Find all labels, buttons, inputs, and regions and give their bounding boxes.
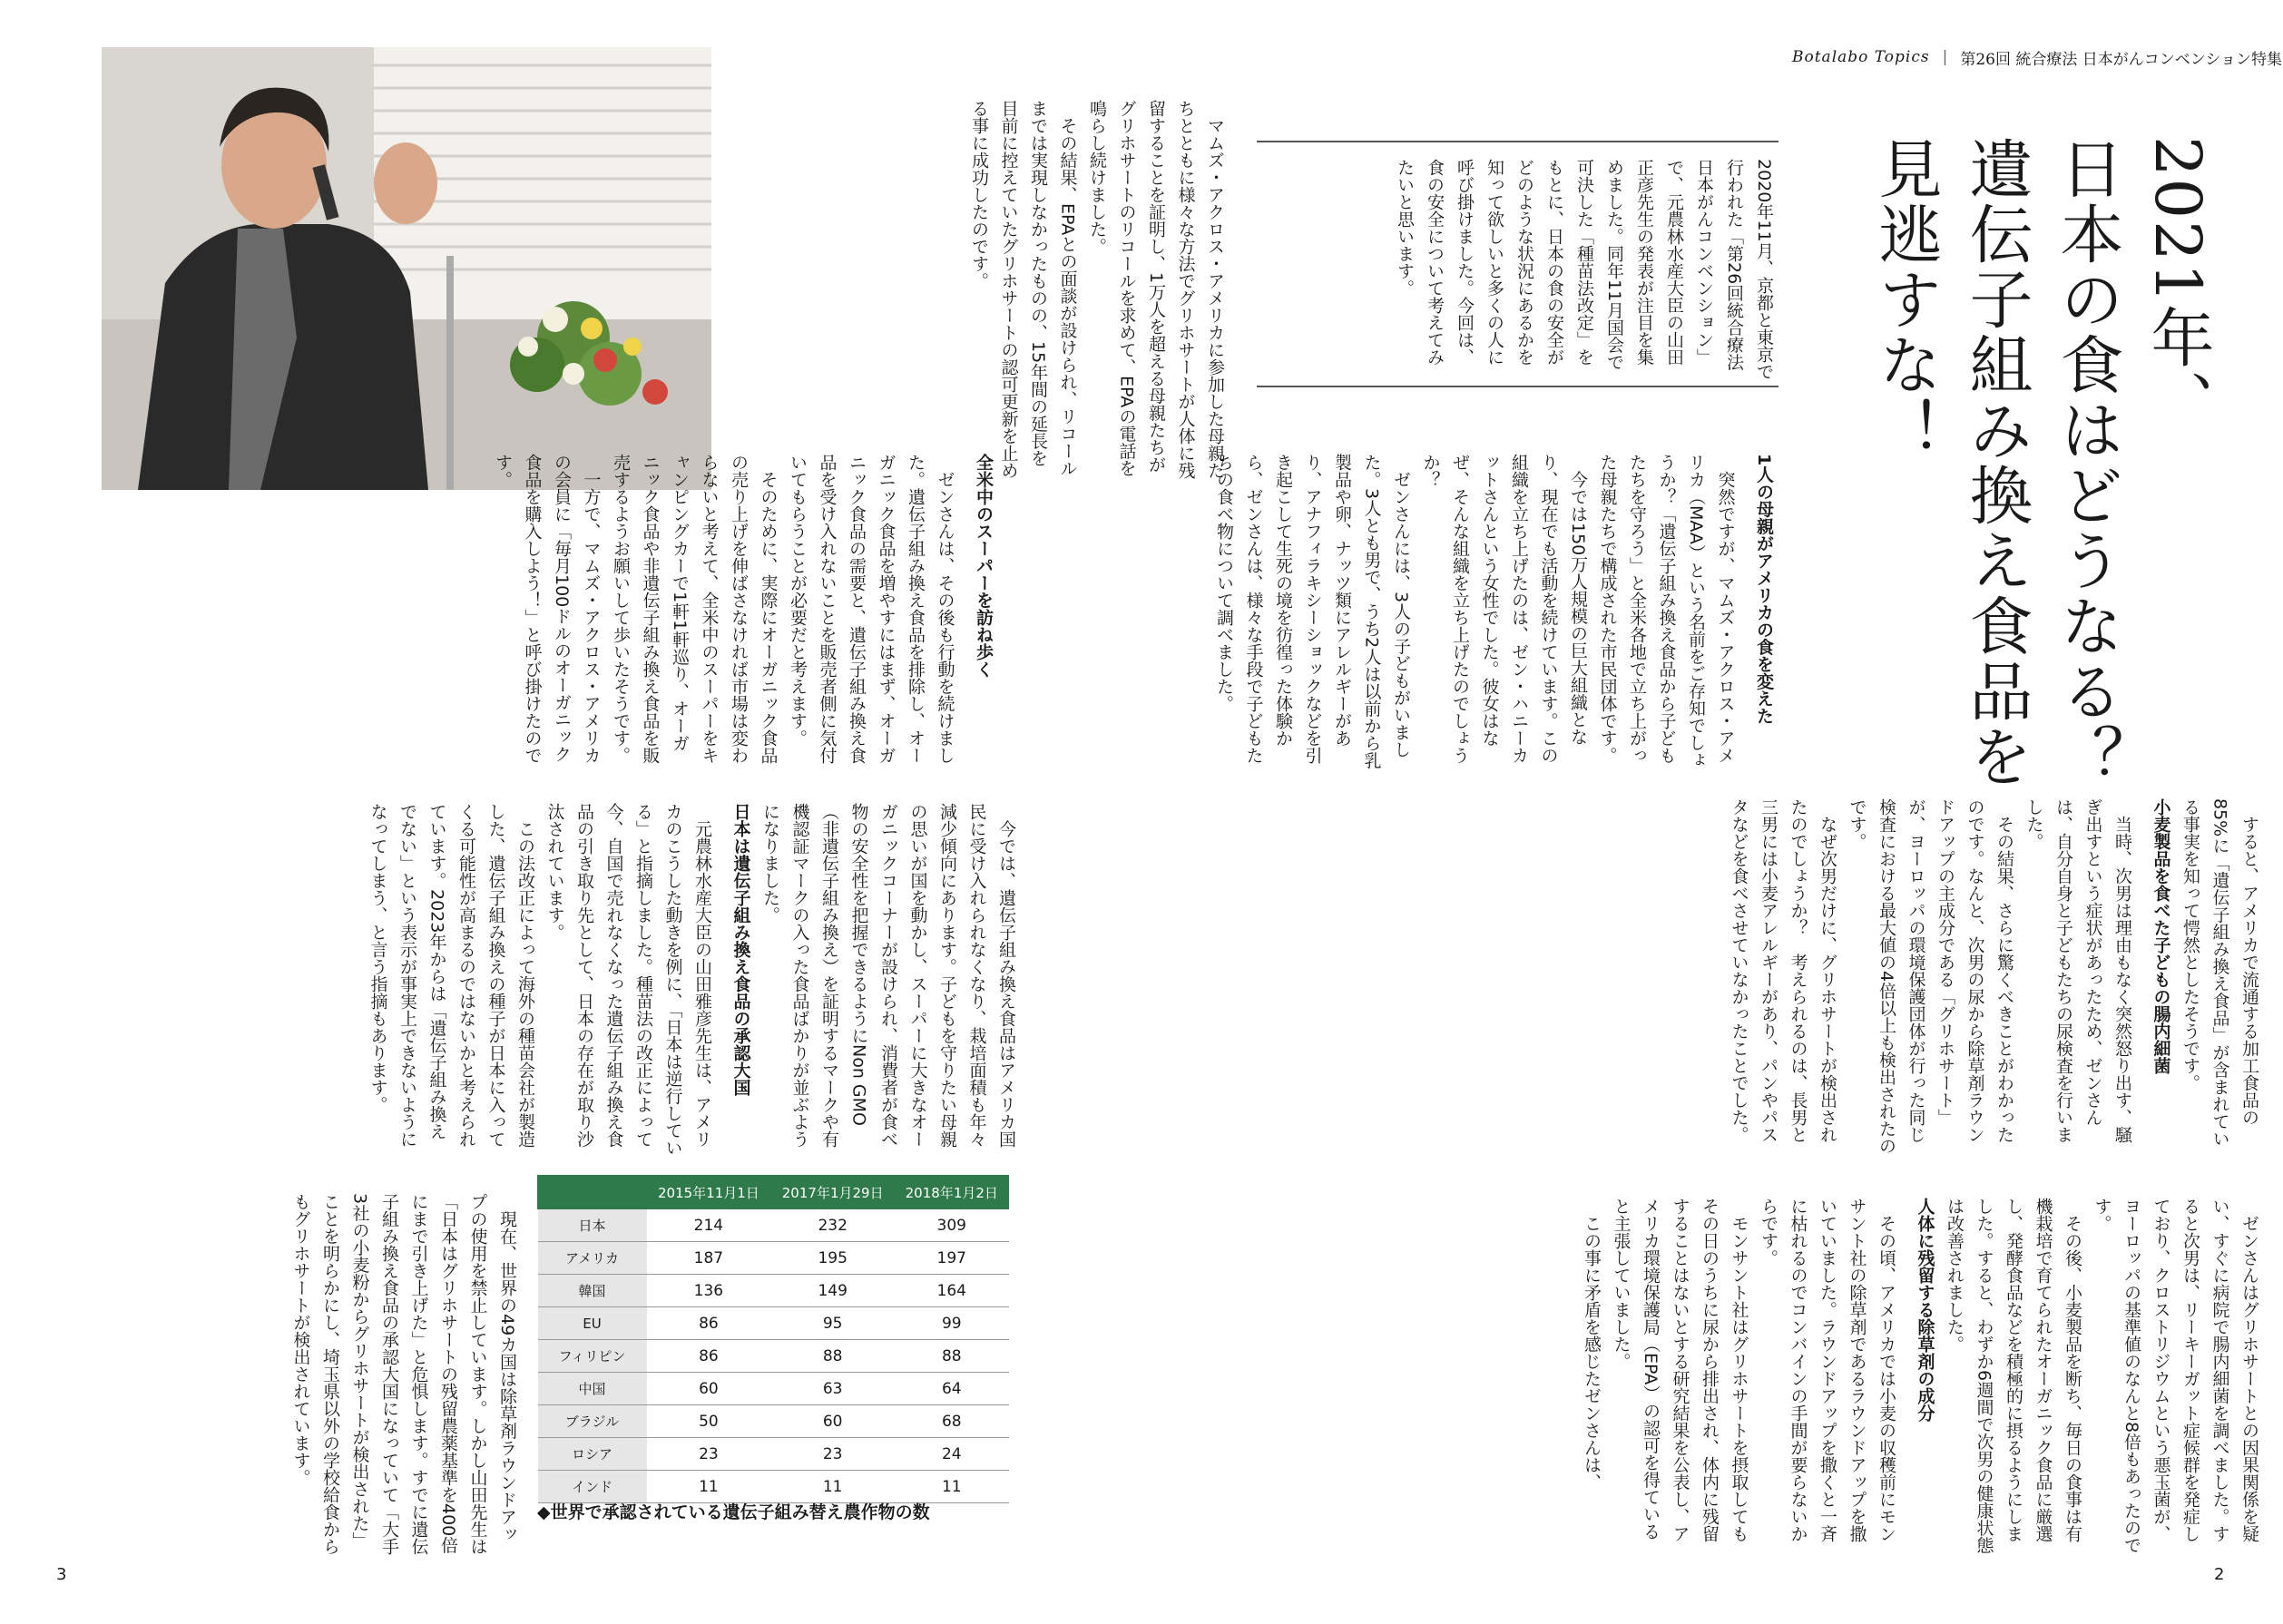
title-line-1: 2021年、 bbox=[2141, 136, 2215, 436]
paragraph: その結果、さらに驚くべきことがわかったのです。なんと、次男の尿から除草剤ラウンドアップの主成分である「グリホサート」が、ヨーロッパの環境保護団体が行った同じ検査における最大値の4倍以上も検出されたのです。 bbox=[1847, 798, 2014, 1155]
table-cell: 11 bbox=[895, 1471, 1008, 1503]
paragraph: 一方で、マムズ・アクロス・アメリカの会員に「毎月100ドルのオーガニック食品を購入しよう！」と呼び掛けたのです。 bbox=[493, 454, 602, 764]
table-cell-country: アメリカ bbox=[538, 1242, 647, 1275]
table-cell: 64 bbox=[895, 1373, 1008, 1405]
table-cell-country: 韓国 bbox=[538, 1275, 647, 1307]
title-line-2: 日本の食はどうなる？ bbox=[2050, 136, 2124, 789]
table-header-row bbox=[538, 1176, 1009, 1209]
left-page-column-top-right bbox=[726, 100, 1230, 481]
table-row bbox=[538, 1242, 1009, 1275]
table-cell-country: EU bbox=[538, 1307, 647, 1340]
paragraph: すると、アメリカで流通する加工食品の85%に「遺伝子組み換え食品」が含まれている事実を知って愕然としたそうです。 bbox=[2180, 798, 2259, 1148]
table-header-cell: 2017年1月29日 bbox=[770, 1176, 895, 1209]
table-cell: 214 bbox=[647, 1209, 771, 1242]
title-line-4: 見逃すな！ bbox=[1868, 136, 1943, 463]
table-cell: 60 bbox=[770, 1405, 895, 1438]
paragraph: この事に矛盾を感じたゼンさんは、 bbox=[1582, 1215, 1602, 1491]
table-cell-country: 日本 bbox=[538, 1209, 647, 1242]
table-cell: 195 bbox=[770, 1242, 895, 1275]
table-row bbox=[538, 1307, 1009, 1340]
paragraph: ゼンさんはグリホサートとの因果関係を疑い、すぐに病院で腸内細菌を調べました。すると次男は、リーキーガット症候群を発症しており、クロストリジウムという悪玉菌が、ヨーロッパの基準値のなんと8倍もあったのです。 bbox=[2092, 1198, 2259, 1554]
paragraph: マムズ・アクロス・アメリカに参加した母親たちとともに様々な方法でグリホサートが人体に残留することを証明し、1万人を超える母親たちがグリホサートのリコールを求めて、EPAの電話を鳴らし続けました。 bbox=[1087, 100, 1225, 479]
lead-paragraph: 2020年11月、京都と東京で行われた「第26回統合療法日本がんコンベンション」で、元農林水産大臣の山田正彦先生の発表が注目を集めました。同年11月国会で可決した「種苗法改定」をもとに、日本の食の安全がどのような状況にあるかを知って欲しいと多くの人に呼び掛けました。今回は、食の安全について考えてみたいと思います。 bbox=[1395, 159, 1774, 380]
page-number-right: 2 bbox=[2214, 1565, 2225, 1584]
paragraph: その結果、EPAとの面談が設けられ、リコールまでは実現しなかったものの、15年間の延長を目前に控えていたグリホサートの認可更新を止める事に成功したのです。 bbox=[969, 100, 1078, 479]
table-cell: 60 bbox=[647, 1373, 771, 1405]
table-cell: 232 bbox=[770, 1209, 895, 1242]
table-cell-country: 中国 bbox=[538, 1373, 647, 1405]
table-header-cell: 2015年11月1日 bbox=[647, 1176, 771, 1209]
paragraph: なぜ次男だけに、グリホサートが検出されたのでしょうか？ 考えられるのは、長男と三男には小麦アレルギーがあり、パンやパスタなどを食べさせていなかったことでした。 bbox=[1729, 798, 1837, 1143]
header-section: 第26回 統合療法 日本がんコンベンション特集 bbox=[1960, 50, 2283, 69]
paragraph: 今では150万人規模の巨大組織となり、現在でも活動を続けています。この組織を立ち上げたのは、ゼン・ハニーカットさんという女性でした。彼女はなぜ、そんな組織を立ち上げたのでしょうか？ bbox=[1420, 454, 1588, 764]
paragraph: その後、小麦製品を断ち、毎日の食事は有機栽培で育てられたオーガニック食品に厳選し、発酵食品などを積極的に摂るようにしました。すると、わずか6週間で次男の健康状態は改善されました。 bbox=[1945, 1198, 2082, 1554]
right-page-column-upper bbox=[1214, 454, 1778, 771]
approval-table bbox=[537, 1175, 1009, 1503]
table-cell-country: ロシア bbox=[538, 1438, 647, 1471]
subheading-residue: 人体に残留する除草剤の成分 bbox=[1915, 1198, 1935, 1422]
paragraph: この法改正によって海外の種苗会社が製造した、遺伝子組み換えの種子が日本に入ってくる可能性が高まるのではないかと考えられています。2023年からは「遺伝子組み換えでない」という表示が事実上できないようになってしまう、と言う指摘もあります。 bbox=[367, 803, 535, 1148]
table-cell: 309 bbox=[895, 1209, 1008, 1242]
paragraph: モンサント社はグリホサートを摂取してもその日のうちに尿から排出され、体内に残留することはないとする研究結果を公表し、アメリカ環境保護局（EPA）の認可を得ていると主張していました。 bbox=[1611, 1198, 1749, 1542]
brand-name: Botalabo Topics bbox=[1792, 48, 1930, 66]
paragraph: 当時、次男は理由もなく突然怒り出す、騒ぎ出すという症状があったため、ゼンさんは、自分自身と子どもたちの尿検査を行いました。 bbox=[2023, 798, 2132, 1143]
table-cell-country: フィリピン bbox=[538, 1340, 647, 1373]
table-cell: 136 bbox=[647, 1275, 771, 1307]
table-cell: 164 bbox=[895, 1275, 1008, 1307]
subheading-mother: 1人の母親がアメリカの食を変えた bbox=[1754, 454, 1774, 725]
paragraph: 元農林水産大臣の山田雅彦先生は、アメリカのこうした動きを例に、「日本は逆行している」と指摘しました。種苗法の改正によって今、自国で売れなくなった遺伝子組み換え食品の引き取り先として、日本の存在が取り沙汰されています。 bbox=[544, 803, 712, 1157]
paragraph: その頃、アメリカでは小麦の収穫前にモンサント社の除草剤であるラウンドアップを撒いていました。ラウンドアップを撒くと一斉に枯れるのでコンバインの手間が要らないからです。 bbox=[1759, 1198, 1896, 1542]
lead-rule-top bbox=[1257, 141, 1778, 142]
speaker-photo bbox=[102, 47, 711, 490]
table-cell: 23 bbox=[770, 1438, 895, 1471]
left-page-column-lower bbox=[313, 803, 1021, 1157]
table-cell: 197 bbox=[895, 1242, 1008, 1275]
paragraph: 現在、世界の49カ国は除草剤ラウンドアップの使用を禁止しています。しかし山田先生は「日本はグリホサートの残留農薬基準を400倍にまで引き上げた」と危惧します。すでに遺伝子組み換え食品の承認大国になっていて「大手3社の小麦粉からグリホサートが検出された」ことを明らかにし、埼玉県以外の学校給食からもグリホサートが検出されています。 bbox=[290, 1193, 517, 1555]
table-cell: 63 bbox=[770, 1373, 895, 1405]
table-cell: 24 bbox=[895, 1438, 1008, 1471]
table-cell: 187 bbox=[647, 1242, 771, 1275]
table-cell: 11 bbox=[647, 1471, 771, 1503]
table-cell: 68 bbox=[895, 1405, 1008, 1438]
subheading-wheat: 小麦製品を食べた子どもの腸内細菌 bbox=[2151, 798, 2171, 1074]
table-cell: 95 bbox=[770, 1307, 895, 1340]
table-row bbox=[538, 1438, 1009, 1471]
paragraph: 突然ですが、マムズ・アクロス・アメリカ（MAA）という名前をご存知でしょうか？「遺伝子組み換え食品から子どもたちを守ろう」と全米各地で立ち上がった母親たちで構成された市民団体です。 bbox=[1597, 454, 1736, 768]
left-page-column-middle bbox=[127, 454, 998, 767]
page-number-left: 3 bbox=[56, 1565, 67, 1584]
table-cell: 99 bbox=[895, 1307, 1008, 1340]
left-page-column-bottom bbox=[118, 1193, 522, 1556]
title-line-3: 遺伝子組み換え食品を bbox=[1959, 136, 2033, 789]
table-header-cell bbox=[538, 1176, 647, 1209]
lead-rule-bottom bbox=[1257, 386, 1778, 387]
paragraph: ゼンさんには、3人の子どもがいました。3人とも男で、うち2人は以前から乳製品や卵、ナッツ類にアレルギーがあり、アナフィラキシーショックなどを引き起こして生死の境を彷徨った体験から、ゼンさんは、様々な手段で子どもたちの食べ物について調べました。 bbox=[1214, 454, 1411, 769]
table-cell: 86 bbox=[647, 1307, 771, 1340]
table-cell: 88 bbox=[895, 1340, 1008, 1373]
table-row bbox=[538, 1209, 1009, 1242]
paragraph: 今では、遺伝子組み換え食品はアメリカ国民に受け入れられなくなり、栽培面積も年々減少傾向にあります。子どもを守りたい母親の思いが国を動かし、スーパーに大きなオーガニックコーナーが設けられ、消費者が食べ物の安全性を把握できるようにNon GMO（非遺伝子組み換え）を証明するマークや有機認証マークの入った食品ばかりが並ぶようになりました。 bbox=[760, 803, 1016, 1148]
table-row bbox=[538, 1275, 1009, 1307]
paragraph: そのために、実際にオーガニック食品の売り上げを伸ばさなければ市場は変わらないと考えて、全米中のスーパーをキャンピングカーで1軒1軒巡り、オーガニック食品や非遺伝子組み換え食品を販売するようお願いして歩いたそうです。 bbox=[611, 454, 779, 764]
subheading-japan: 日本は遺伝子組み換え食品の承認大国 bbox=[730, 803, 751, 1096]
gm-crops-table bbox=[537, 1175, 1009, 1503]
subheading-supermarket: 全米中のスーパーを訪ね歩く bbox=[974, 454, 994, 678]
speaker-photo-illustration bbox=[102, 47, 711, 490]
table-cell: 11 bbox=[770, 1471, 895, 1503]
table-caption: ◆世界で承認されている遺伝子組み替え農作物の数 bbox=[537, 1502, 930, 1522]
table-cell: 88 bbox=[770, 1340, 895, 1373]
table-row bbox=[538, 1340, 1009, 1373]
table-cell: 50 bbox=[647, 1405, 771, 1438]
table-cell-country: ブラジル bbox=[538, 1405, 647, 1438]
right-page-column-middle bbox=[1257, 798, 2264, 1157]
table-cell: 23 bbox=[647, 1438, 771, 1471]
table-header-cell: 2018年1月2日 bbox=[895, 1176, 1008, 1209]
paragraph: ゼンさんは、その後も行動を続けました。遺伝子組み換え食品を排除し、オーガニック食品を増やすにはまず、オーガニック食品の需要と、遺伝子組み換え食品を受け入れないことを販売者側に気付いてもらうことが必要だと考えます。 bbox=[788, 454, 955, 764]
table-cell: 149 bbox=[770, 1275, 895, 1307]
table-cell-country: インド bbox=[538, 1471, 647, 1503]
right-page-column-lower bbox=[1234, 1198, 2264, 1556]
table-cell: 86 bbox=[647, 1340, 771, 1373]
running-header bbox=[1792, 44, 2283, 71]
table-row bbox=[538, 1405, 1009, 1438]
table-row bbox=[538, 1373, 1009, 1405]
header-separator: | bbox=[1942, 48, 1948, 66]
